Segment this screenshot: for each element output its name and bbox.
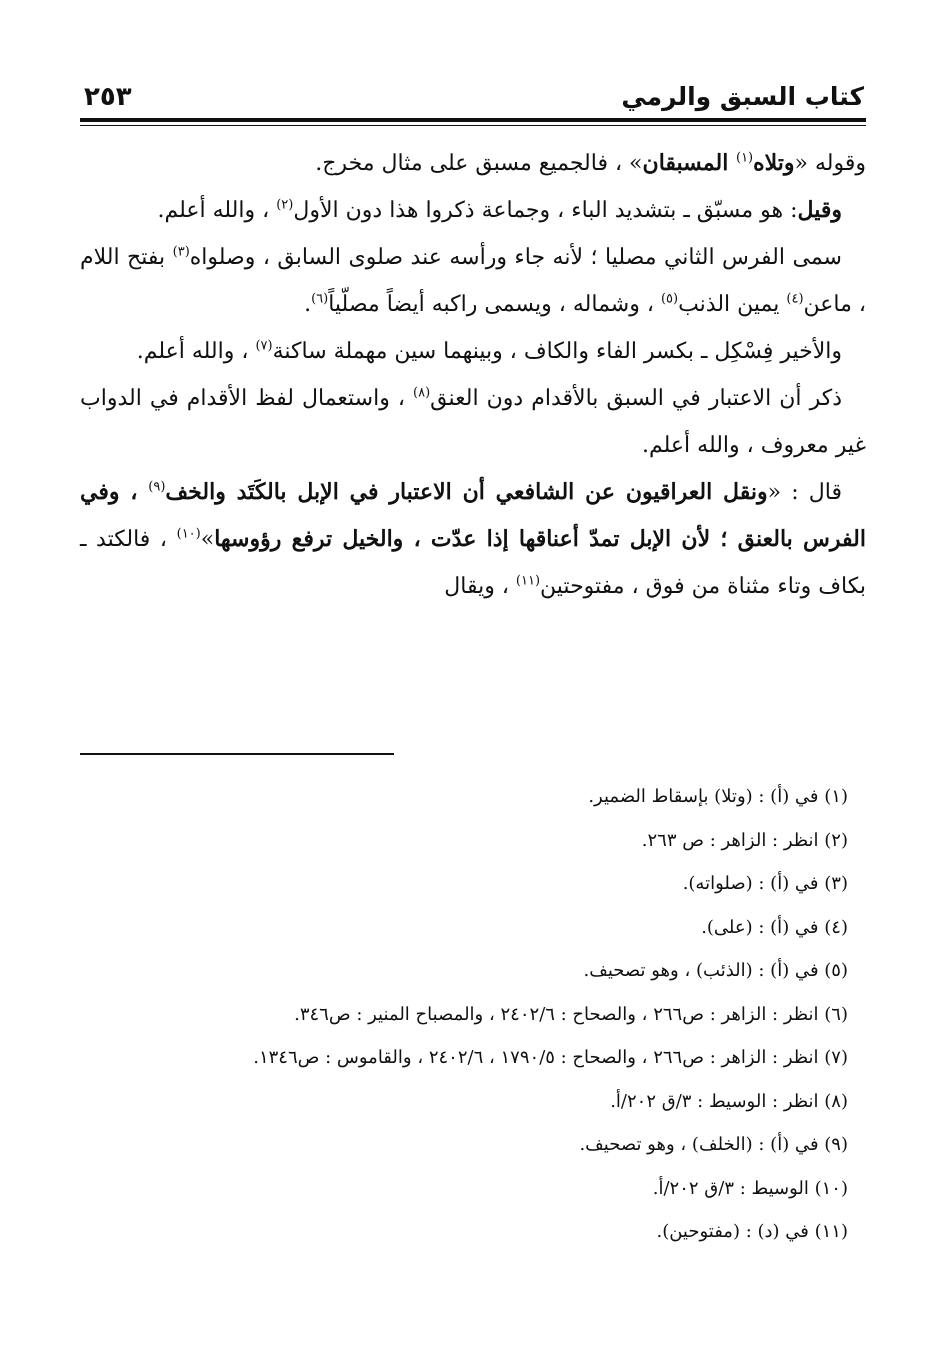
text-run: » [200, 527, 215, 552]
header-rule-thick [80, 118, 866, 122]
text-run: : هو مسبّق ـ بتشديد الباء ، وجماعة ذكروا هذا دون الأول [293, 198, 798, 223]
footnote-ref: (١٠) [176, 526, 201, 542]
paragraph-1 [80, 140, 866, 187]
quoted-passage: ونقل العراقيون عن الشافعي أن الاعتبار في الإبل بالكَتَد والخف [165, 479, 768, 505]
footnote-6: (٦) انظر : الزاهر : ص٢٦٦ ، والصحاح : ٢٤٠٢/٦ ، والمصباح المنير : ص٣٤٦. [294, 1003, 848, 1025]
page-header [80, 70, 866, 116]
running-title: كتاب السبق والرمي [621, 82, 864, 111]
book-page [80, 70, 866, 1300]
paragraph-5 [80, 375, 866, 469]
footnote-ref: (٦) [311, 291, 329, 307]
paragraph-6 [80, 469, 866, 610]
footnotes [80, 775, 848, 1254]
page-number: ٢٥٣ [84, 82, 132, 112]
footnote-ref: (١١) [515, 573, 541, 589]
footnote-ref: (٧) [255, 338, 273, 354]
footnote-2: (٢) انظر : الزاهر : ص ٢٦٣. [641, 829, 848, 851]
footnote-ref: (٨) [413, 385, 431, 401]
text-run: ، والله أعلم. [157, 198, 277, 223]
footnote-ref: (٢) [276, 197, 294, 213]
quoted-term: وتلاه [753, 150, 795, 176]
header-rule-thin [80, 125, 866, 126]
text-run: والأخير فِسْكِل ـ بكسر الفاء والكاف ، وبينهما سين مهملة ساكنة [272, 339, 842, 364]
footnote-ref: (٣) [172, 244, 190, 260]
footnote-ref: (١) [735, 150, 754, 166]
text-run: وقوله « [794, 151, 866, 176]
footnote-7: (٧) انظر : الزاهر : ص٢٦٦ ، والصحاح : ١٧٩٠/٥ ، ٢٤٠٢/٦ ، والقاموس : ص١٣٤٦. [253, 1047, 848, 1068]
text-run: سمى الفرس الثاني مصليا ؛ لأنه جاء ورأسه عند صلوى السابق ، وصلواه [189, 245, 842, 270]
footnote-8: (٨) انظر : الوسيط : ٣/ق ٢٠٢/أ. [610, 1090, 848, 1112]
text-run: يمين الذنب [678, 292, 787, 317]
footnote-ref: (٥) [660, 291, 679, 307]
text-run: بفتح اللام ، ماعن [80, 245, 866, 317]
quoted-passage: ، وفي الفرس بالعنق ؛ لأن الإبل تمدّ أعناقها إذا عدّت ، والخيل ترفع رؤوسها [80, 479, 866, 552]
text-run: . [304, 292, 312, 317]
footnote-separator [80, 753, 394, 755]
paragraph-4 [80, 328, 866, 375]
text-run: ، ويقال [444, 574, 516, 599]
text-run: قال : « [767, 480, 843, 505]
paragraph-2 [80, 187, 866, 234]
paragraph-3 [80, 234, 866, 328]
text-run: ، واستعمال لفظ الأقدام في الدواب غير معروف ، والله أعلم. [80, 386, 866, 458]
text-run: ، وشماله ، ويسمى راكبه أيضاً مصلّياً [328, 292, 661, 317]
footnote-5: (٥) في (أ) : (الذئب) ، وهو تصحيف. [583, 960, 848, 981]
text-run: ، والله أعلم. [136, 339, 256, 364]
quoted-term: المسبقان [642, 150, 736, 176]
main-text [80, 140, 866, 610]
text-run: ذكر أن الاعتبار في السبق بالأقدام دون العنق [430, 386, 842, 411]
footnote-1: (١) في (أ) : (وتلا) بإسقاط الضمير. [588, 786, 848, 807]
footnote-11: (١١) في (د) : (مفتوحين). [656, 1221, 848, 1242]
footnote-ref: (٤) [786, 291, 804, 307]
footnote-4: (٤) في (أ) : (على). [701, 916, 848, 938]
footnote-9: (٩) في (أ) : (الخلف) ، وهو تصحيف. [579, 1134, 848, 1155]
footnote-ref: (٩) [148, 479, 166, 495]
lead-word: وقيل [797, 197, 842, 223]
text-run: ، فالكتد ـ بكاف وتاء مثناة من فوق ، مفتوحتين [80, 527, 866, 599]
footnote-3: (٣) في (أ) : (صلواته). [682, 873, 848, 894]
footnote-10: (١٠) الوسيط : ٣/ق ٢٠٢/أ. [652, 1177, 848, 1199]
text-run: » ، فالجميع مسبق على مثال مخرج. [315, 151, 643, 176]
